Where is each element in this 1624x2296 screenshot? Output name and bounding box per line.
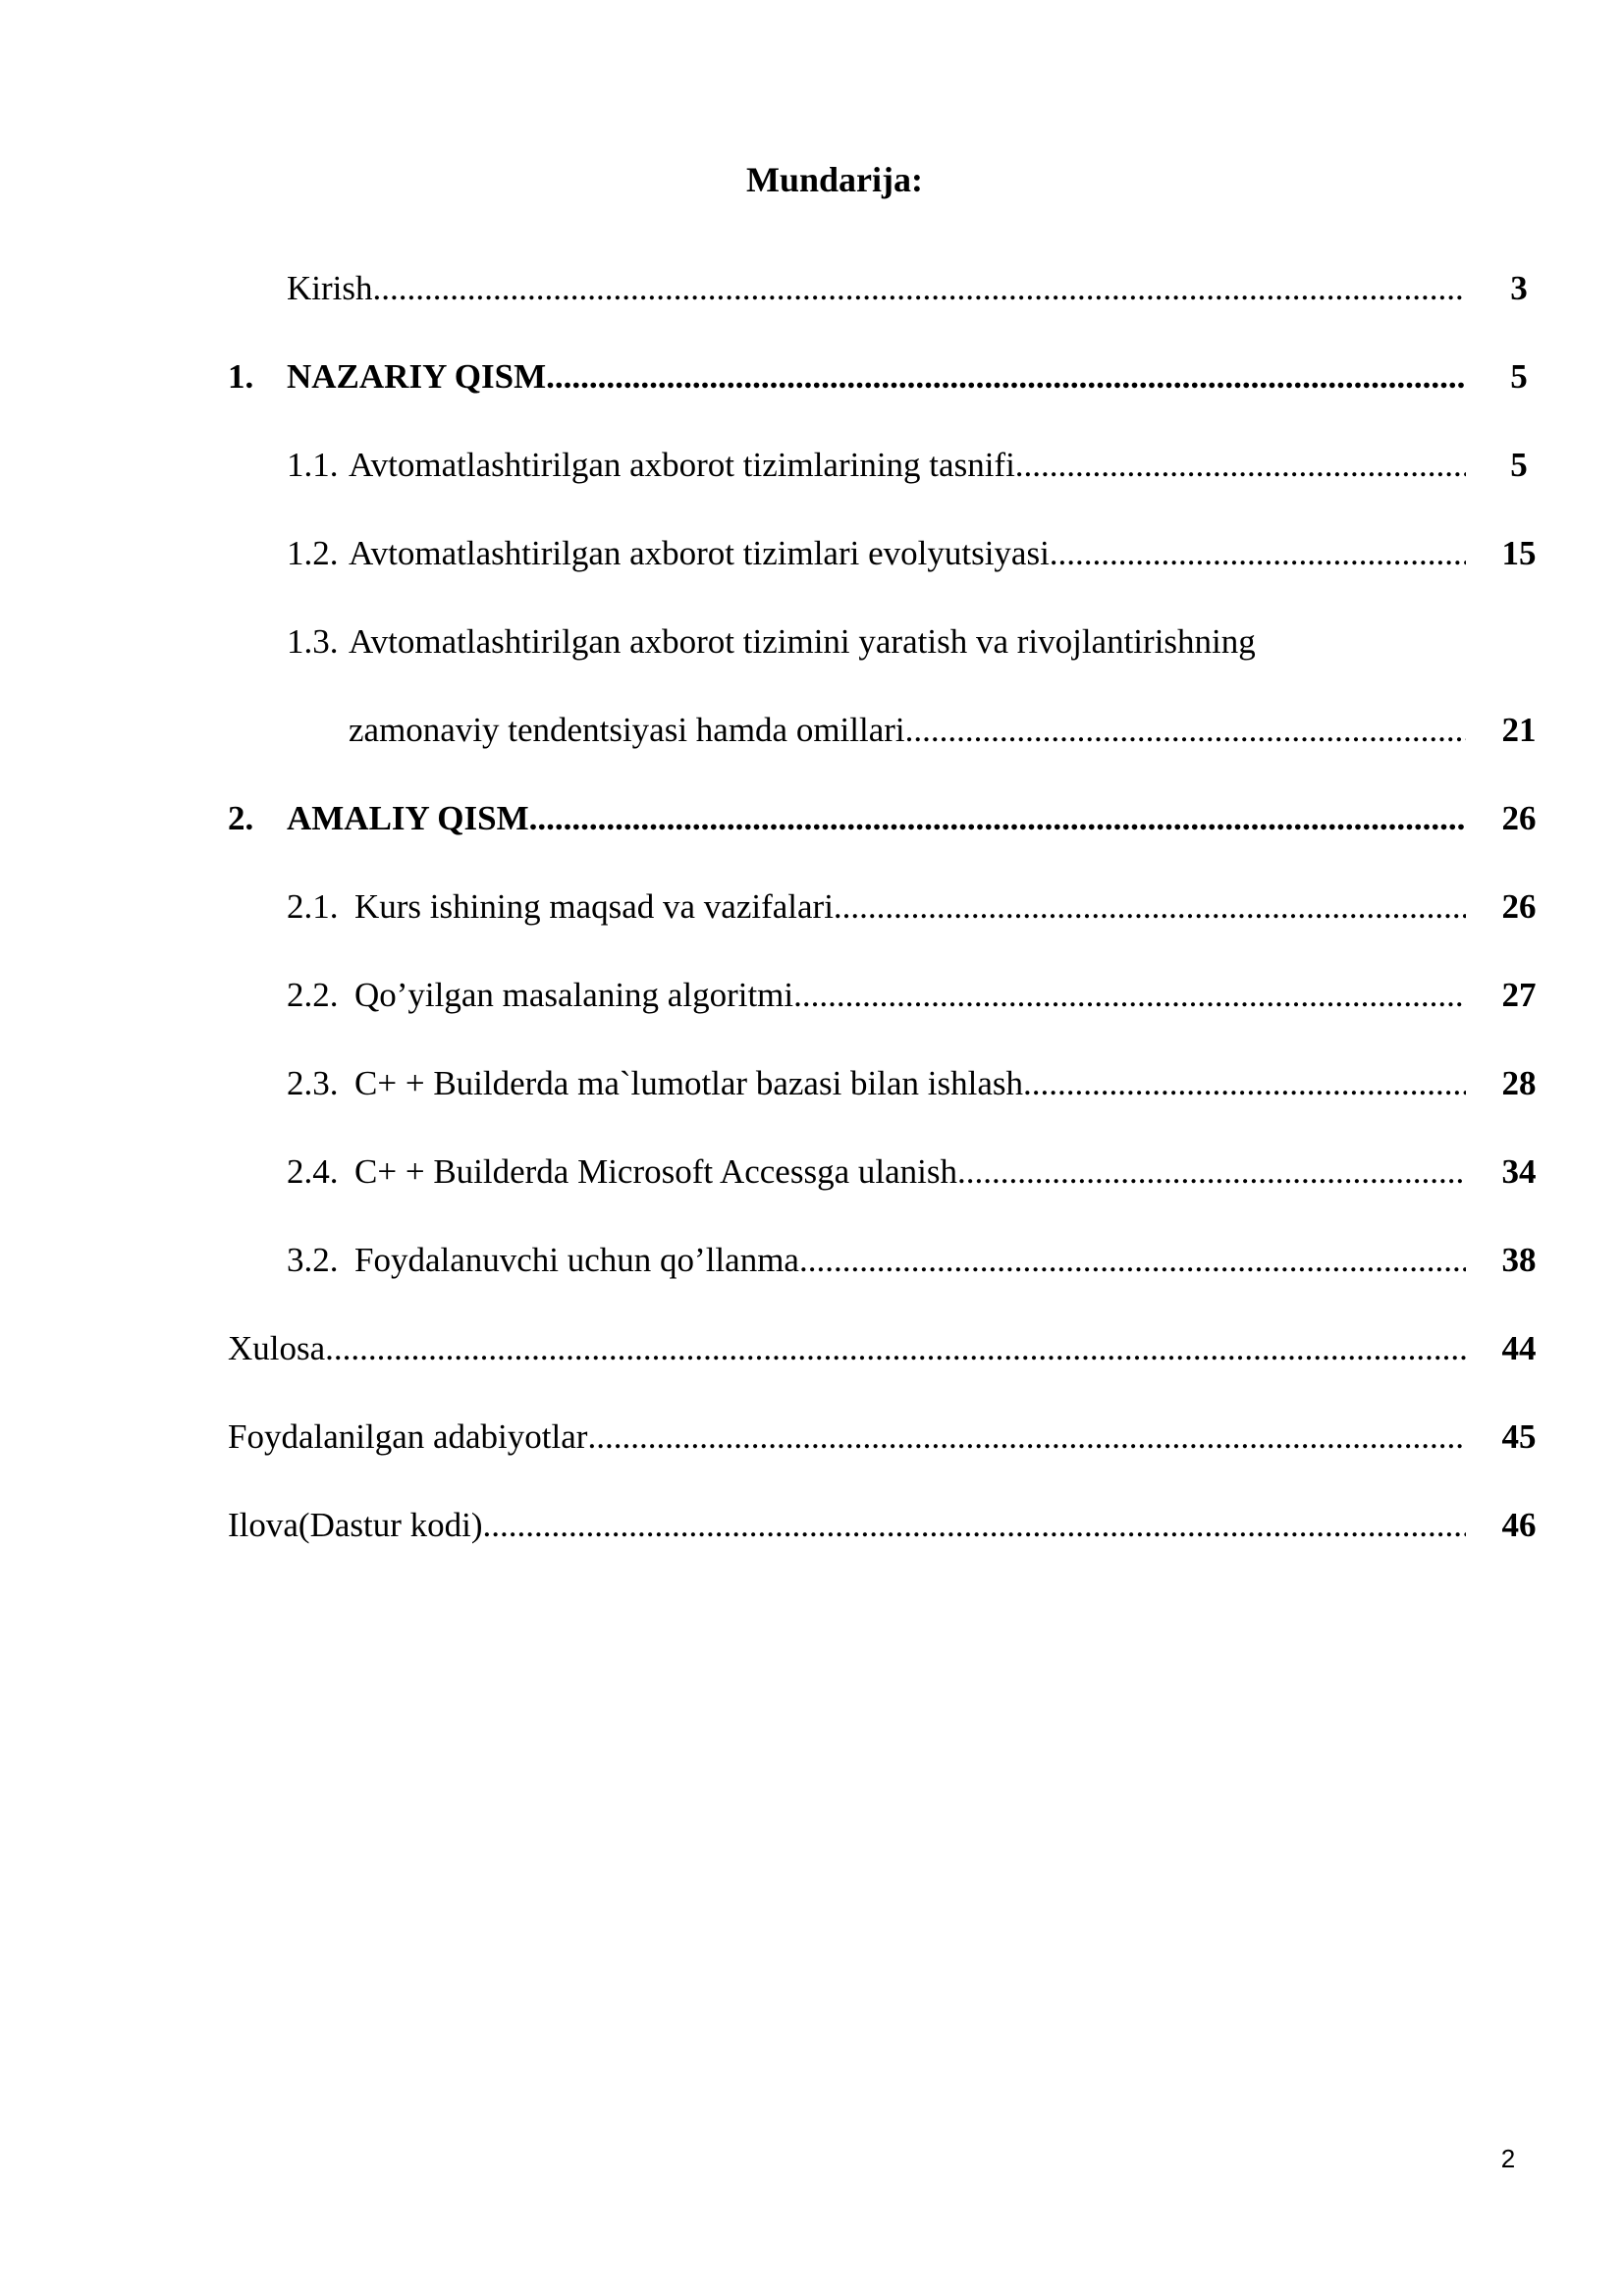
toc-entry-2-1 bbox=[228, 863, 1558, 951]
toc-entry-1-3-continuation bbox=[228, 686, 1558, 774]
toc-entry-number: 2.2. bbox=[287, 976, 339, 1014]
toc-entry-number: 3.2. bbox=[287, 1241, 339, 1279]
leader-dots bbox=[1015, 421, 1466, 509]
toc-entry-number: 2.1. bbox=[287, 887, 339, 926]
toc-heading: Mundarija: bbox=[746, 160, 923, 199]
toc-entry-page: 45 bbox=[1501, 1417, 1537, 1456]
toc-entry-title: Xulosa bbox=[228, 1329, 326, 1367]
leader-dots bbox=[587, 1393, 1466, 1481]
toc-entry-title: Qo’yilgan masalaning algoritmi bbox=[354, 976, 794, 1014]
toc-entry-2-4 bbox=[228, 1128, 1558, 1216]
toc-entry-page: 5 bbox=[1510, 357, 1528, 396]
toc-entry-title: Foydalanuvchi uchun qo’llanma bbox=[354, 1241, 799, 1279]
toc-entry-nazariy-qism bbox=[228, 333, 1558, 421]
toc-entry-page: 44 bbox=[1501, 1329, 1537, 1367]
toc-entry-page: 26 bbox=[1501, 887, 1537, 926]
toc-entry-number: 1.2. bbox=[287, 534, 339, 572]
toc-entry-title: Kirish bbox=[287, 269, 373, 307]
toc-entry-1-2 bbox=[228, 509, 1558, 598]
toc-entry-number: 2.4. bbox=[287, 1152, 339, 1191]
toc-entry-page: 5 bbox=[1510, 446, 1528, 484]
toc-entry-page: 21 bbox=[1501, 711, 1537, 749]
toc-entry-title: C+ + Builderda Microsoft Accessga ulanish bbox=[354, 1152, 957, 1191]
toc-entry-kirish bbox=[228, 244, 1558, 333]
toc-entry-3-2 bbox=[228, 1216, 1558, 1305]
leader-dots bbox=[546, 333, 1466, 421]
leader-dots bbox=[529, 774, 1466, 863]
toc-entry-ilova bbox=[228, 1481, 1558, 1570]
toc-entry-number: 2. bbox=[228, 799, 254, 837]
toc-entry-2-2 bbox=[228, 951, 1558, 1040]
toc-entry-title: Kurs ishining maqsad va vazifalari bbox=[354, 887, 834, 926]
toc-entry-page: 46 bbox=[1501, 1506, 1537, 1544]
toc-entry-1-1 bbox=[228, 421, 1558, 509]
toc-entry-page: 15 bbox=[1501, 534, 1537, 572]
toc-entry-title: Avtomatlashtirilgan axborot tizimlari evolyutsiyasi bbox=[349, 534, 1050, 572]
toc-entry-title: AMALIY QISM bbox=[287, 799, 529, 837]
toc-entry-amaliy-qism bbox=[228, 774, 1558, 863]
toc-entry-number: 1.1. bbox=[287, 446, 339, 484]
toc-entry-number: 1.3. bbox=[287, 622, 339, 661]
table-of-contents bbox=[228, 244, 1558, 1570]
toc-entry-title: Avtomatlashtirilgan axborot tizimlarining tasnifi bbox=[349, 446, 1015, 484]
page-number: 2 bbox=[1500, 2144, 1516, 2173]
leader-dots bbox=[373, 244, 1467, 333]
toc-entry-title: NAZARIY QISM bbox=[287, 357, 547, 396]
toc-entry-adabiyotlar bbox=[228, 1393, 1558, 1481]
leader-dots bbox=[483, 1481, 1466, 1570]
leader-dots bbox=[1023, 1040, 1466, 1128]
toc-entry-page: 34 bbox=[1501, 1152, 1537, 1191]
leader-dots bbox=[1050, 509, 1466, 598]
toc-entry-title: C+ + Builderda ma`lumotlar bazasi bilan ishlash bbox=[354, 1064, 1023, 1102]
toc-entry-page: 27 bbox=[1501, 976, 1537, 1014]
toc-entry-title: Ilova(Dastur kodi) bbox=[228, 1506, 483, 1544]
toc-entry-page: 3 bbox=[1510, 269, 1528, 307]
toc-entry-page: 26 bbox=[1501, 799, 1537, 837]
leader-dots bbox=[799, 1216, 1466, 1305]
leader-dots bbox=[834, 863, 1466, 951]
toc-entry-number: 1. bbox=[228, 357, 254, 396]
leader-dots bbox=[793, 951, 1466, 1040]
toc-entry-1-3 bbox=[228, 598, 1558, 686]
leader-dots bbox=[905, 686, 1466, 774]
toc-entry-title-line-2: zamonaviy tendentsiyasi hamda omillari bbox=[349, 711, 905, 749]
leader-dots bbox=[325, 1305, 1466, 1393]
toc-entry-title-line-1: Avtomatlashtirilgan axborot tizimini yaratish va rivojlantirishning bbox=[349, 622, 1256, 661]
toc-entry-2-3 bbox=[228, 1040, 1558, 1128]
toc-entry-number: 2.3. bbox=[287, 1064, 339, 1102]
toc-entry-page: 38 bbox=[1501, 1241, 1537, 1279]
toc-entry-title: Foydalanilgan adabiyotlar bbox=[228, 1417, 588, 1456]
toc-entry-page: 28 bbox=[1501, 1064, 1537, 1102]
leader-dots bbox=[957, 1128, 1466, 1216]
toc-entry-xulosa bbox=[228, 1305, 1558, 1393]
